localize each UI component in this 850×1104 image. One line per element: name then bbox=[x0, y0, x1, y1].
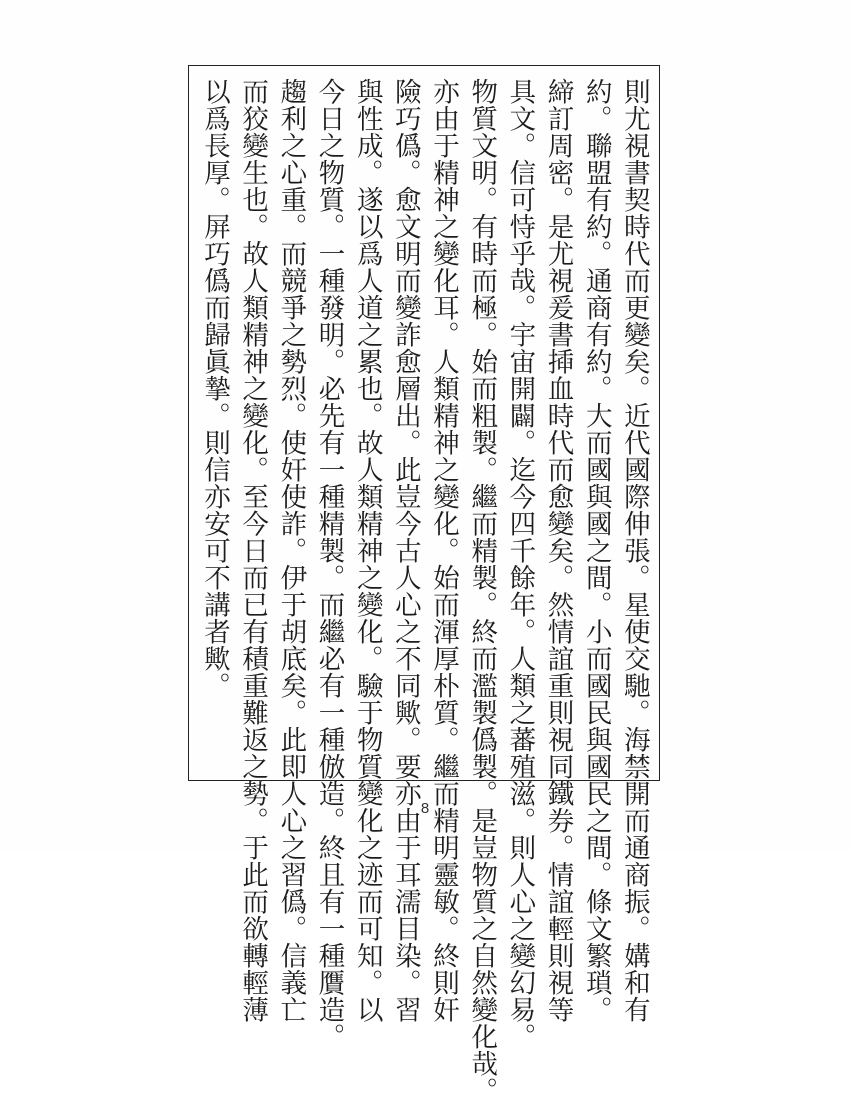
text-column-11: 而狡變生也。故人類精神之變化。至今日而已有積重難返之勢。于此而欲轉輕薄 bbox=[237, 78, 269, 1023]
text-column-1: 則尤視書契時代而更變矣。近代國際伸張。星使交馳。海禁開而通商振。媾和有 bbox=[618, 78, 650, 1023]
page-number: 8 bbox=[420, 800, 430, 817]
text-column-7: 險巧僞。愈文明而變詐愈層出。此豈今古人心之不同歟。要亦由于耳濡目染。習 bbox=[389, 78, 421, 1023]
text-column-5: 物質文明。有時而極。始而粗製。繼而精製。終而濫製僞製。是豈物質之自然變化哉。 bbox=[466, 78, 498, 1104]
text-column-9: 今日之物質。一種發明。必先有一種精製。而繼必有一種倣造。終且有一種贋造。 bbox=[313, 78, 345, 1050]
text-column-10: 趨利之心重。而競爭之勢烈。使奸使詐。伊于胡底矣。此即人心之習僞。信義亡 bbox=[275, 78, 307, 1023]
text-column-4: 具文。信可恃乎哉。宇宙開闢。迄今四千餘年。人類之蕃殖滋。則人心之變幻易。 bbox=[504, 78, 536, 1050]
text-column-8: 與性成。遂以爲人道之累也。故人類精神之變化。驗于物質變化之迹而可知。以 bbox=[351, 78, 383, 1023]
text-column-6: 亦由于精神之變化耳。人類精神之變化。始而渾厚朴質。繼而精明靈敏。終則奸 bbox=[428, 78, 460, 1023]
text-column-12: 以爲長厚。屏巧僞而歸眞摯。則信亦安可不講者歟。 bbox=[199, 78, 230, 699]
text-column-3: 締訂周密。是尤視爰書揷血時代而愈變矣。然情誼重則視同鐵券。情誼輕則視等 bbox=[542, 78, 574, 1023]
text-column-2: 約。聯盟有約。通商有約。大而國與國之間。小而國民與國民之間。條文繁瑣。 bbox=[580, 78, 612, 1023]
vertical-text-body bbox=[196, 78, 652, 1104]
